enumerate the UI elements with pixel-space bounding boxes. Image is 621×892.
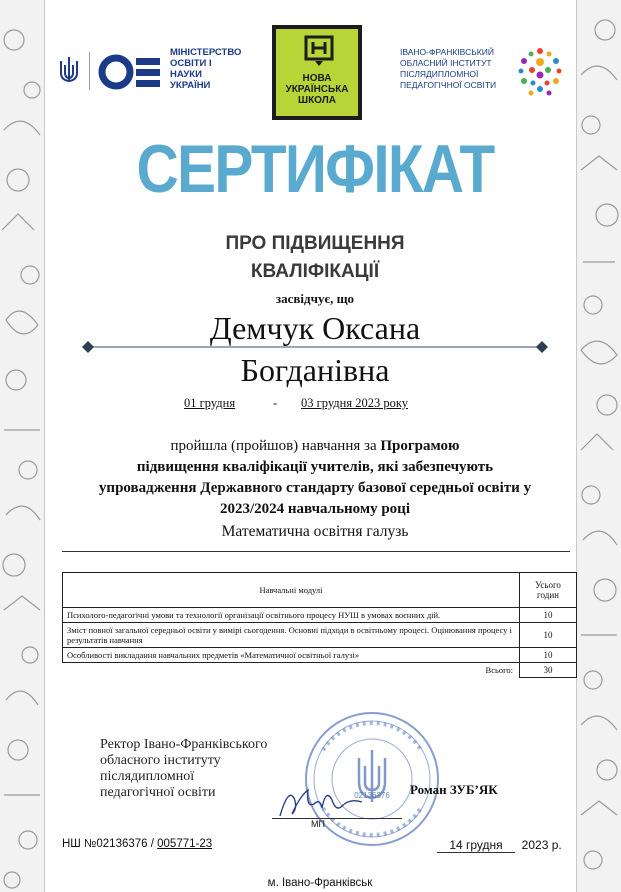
institute-name: ІВАНО-ФРАНКІВСЬКИЙ ОБЛАСНИЙ ІНСТИТУТ ПІСЛЯДИПЛОМНОЇ ПЕДАГОГІЧНОЇ ОСВІТИ: [400, 47, 497, 90]
training-dates: [120, 396, 510, 414]
issue-day: 14 грудня: [437, 838, 515, 853]
program-title-part4: 2023/2024 навчальному році: [219, 501, 410, 517]
header-modules: Навчальні модулі: [63, 573, 520, 608]
ministry-divider: [89, 52, 90, 90]
number-prefix: НШ №02136376 /: [62, 838, 154, 850]
header-hours: Усього годин: [520, 573, 577, 608]
program-description: [62, 436, 568, 520]
program-title-part2: підвищення кваліфікації учителів, які забезпечують: [136, 459, 494, 475]
table-header-row: [63, 573, 577, 608]
recipient-name-line1: Демчук Оксана: [209, 310, 421, 346]
hours-cell: 10: [520, 608, 577, 623]
recipient-name-line2: Богданівна: [240, 352, 390, 388]
ministry-name: МІНІСТЕРСТВО ОСВІТИ І НАУКИ УКРАЇНИ: [170, 47, 242, 91]
table-row: [63, 623, 577, 648]
total-hours: 30: [520, 663, 577, 678]
signature-line: [272, 818, 402, 819]
hours-cell: 10: [520, 623, 577, 648]
stamp-label: МП: [311, 819, 325, 829]
divider-line: [62, 551, 570, 552]
certificate-subtitle: ПРО ПІДВИЩЕННЯ КВАЛІФІКАЦІЇ: [225, 233, 405, 282]
module-cell: Особливості викладання навчальних предметів «Математичної освітньої галузі»: [63, 648, 520, 663]
nus-emblem-icon: [304, 35, 334, 67]
date-to: 03 грудня 2023 року: [301, 396, 408, 410]
date-from: 01 грудня: [184, 396, 236, 410]
left-ornament-border: [0, 0, 45, 892]
table-total-row: [63, 663, 577, 678]
trident-emblem-icon: [58, 55, 80, 85]
module-cell: Зміст повної загальної середньої освіти у вимірі сьогодення. Основні підходи в освітньому процесі. Оцінювання процесу і результатів навчання: [63, 623, 520, 648]
nus-logo: [272, 25, 362, 120]
institute-dots-logo-icon: [515, 45, 565, 100]
date-dash: -: [273, 396, 278, 410]
module-cell: Психолого-педагогічні умови та технології організації освітнього процесу НУШ в умовах воєнних дій.: [63, 608, 520, 623]
ministry-logo-icon: [98, 52, 162, 92]
table-row: [63, 608, 577, 623]
certifies-text: засвідчує, що: [275, 291, 355, 306]
signer-name: Роман ЗУБ’ЯК: [410, 782, 498, 797]
issue-year: 2023 р.: [521, 838, 562, 852]
program-title-part3: упровадження Державного стандарту базової середньої освіти у: [98, 480, 532, 496]
certificate-number: [62, 838, 212, 850]
program-title-part1: Програмою: [380, 438, 460, 454]
total-label: Всього:: [485, 665, 513, 676]
issue-city: м. Івано-Франківськ: [267, 877, 373, 889]
issue-date: [437, 838, 562, 853]
modules-table: [62, 572, 577, 678]
number-value: 005771-23: [157, 838, 213, 850]
certificate-title: СЕРТИФІКАТ: [136, 131, 494, 207]
table-row: [63, 648, 577, 663]
education-field: Математична освітня галузь: [221, 523, 409, 540]
hours-cell: 10: [520, 648, 577, 663]
rector-title: Ректор Івано-Франківського обласного інституту післядипломної педагогічної освіти: [100, 737, 268, 800]
svg-text:02136376: 02136376: [354, 791, 390, 800]
right-ornament-border: [576, 0, 621, 892]
nus-text: НОВА УКРАЇНСЬКА ШКОЛА: [285, 73, 349, 106]
completed-text: пройшла (пройшов) навчання за: [170, 438, 381, 454]
